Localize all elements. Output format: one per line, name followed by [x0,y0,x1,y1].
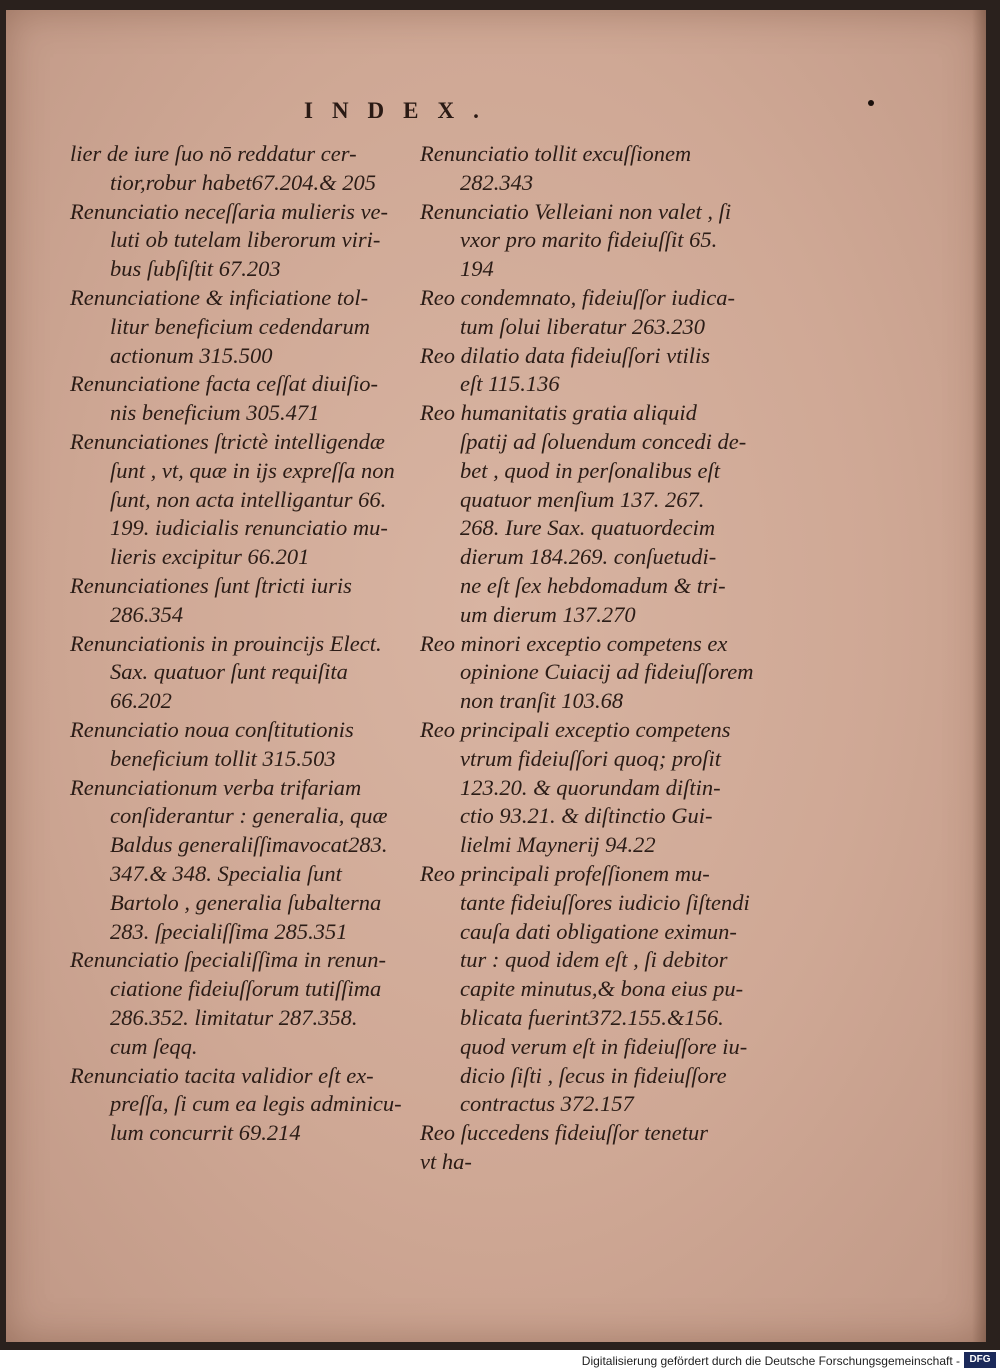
index-line: Renunciationes ſtrictè intelligendæ [70,428,385,454]
dfg-logo: DFG [964,1352,996,1368]
index-line: vt ha- [420,1148,472,1174]
index-line: ne eſt ſex hebdomadum & tri- [460,572,726,598]
index-line: litur beneficium cedendarum [110,313,370,339]
index-line: tante fideiuſſores iudicio ſiſtendi [460,889,750,915]
index-line: 347.& 348. Specialia ſunt [110,860,342,886]
index-line: Reo ſuccedens fideiuſſor tenetur [420,1120,709,1146]
footer-credit: Digitalisierung gefördert durch die Deutsche Forschungsgemeinschaft - [581,1354,960,1368]
index-line: Sax. quatuor ſunt requiſita [110,659,348,685]
index-line: Renunciationis in prouincijs Elect. [70,630,382,656]
index-line: vtrum fideiuſſori quoq; proſit [460,745,722,771]
index-line: ſunt, non acta intelligantur 66. [110,486,387,512]
index-column-right [420,140,760,1177]
index-line: 194 [460,256,494,282]
index-line: Renunciatio noua conſtitutionis [70,716,354,742]
index-line: Renunciatione facta ceſſat diuiſio- [70,371,379,397]
index-line: nis beneficium 305.471 [110,400,320,426]
index-line: Renunciatio tacita validior eſt ex- [70,1062,374,1088]
index-line: blicata fuerint372.155.&156. [460,1004,724,1030]
index-line: lieris excipitur 66.201 [110,544,310,570]
index-line: vxor pro marito fideiuſſit 65. [460,227,718,253]
index-line: actionum 315.500 [110,342,273,368]
index-line: Reo minori exceptio competens ex [420,630,728,656]
index-line: 66.202 [110,688,172,714]
index-line: quatuor menſium 137. 267. [460,486,705,512]
index-line: Renunciationes ſunt ſtricti iuris [70,572,352,598]
index-line: Reo humanitatis gratia aliquid [420,400,697,426]
index-line: 283. ſpecialiſſima 285.351 [110,918,348,944]
index-column-left [70,140,400,1148]
index-line: ctio 93.21. & diſtinctio Gui- [460,803,713,829]
index-line: Renunciatio neceſſaria mulieris ve- [70,198,389,224]
index-line: Renunciatione & inficiatione tol- [70,284,369,310]
index-line: ſunt , vt, quæ in ijs expreſſa non [110,457,395,483]
index-line: dierum 184.269. conſuetudi- [460,544,717,570]
index-line: eſt 115.136 [460,371,560,397]
index-line: Reo principali profeſſionem mu- [420,860,710,886]
index-line: capite minutus,& bona eius pu- [460,976,744,1002]
index-line: Renunciatio ſpecialiſſima in renun- [70,947,386,973]
index-line: Renunciationum verba trifariam [70,774,362,800]
page-edge-shadow [972,10,986,1342]
index-line: Reo condemnato, fideiuſſor iudica- [420,284,735,310]
index-line: contractus 372.157 [460,1091,634,1117]
index-line: Renunciatio Velleiani non valet , ſi [420,198,732,224]
index-line: 199. iudicialis renunciatio mu- [110,515,388,541]
index-line: lier de iure ſuo nō reddatur cer- [70,141,357,166]
index-line: bet , quod in perſonalibus eſt [460,457,720,483]
index-line: um dierum 137.270 [460,601,636,627]
index-line: beneficium tollit 315.503 [110,745,336,771]
index-line: luti ob tutelam liberorum viri- [110,227,381,253]
index-line: conſiderantur : generalia, quæ [110,803,388,829]
index-line: 286.354 [110,601,184,627]
index-line: tum ſolui liberatur 263.230 [460,313,706,339]
index-line: 268. Iure Sax. quatuordecim [460,515,716,541]
index-line: tior,robur habet67.204.& 205 [110,169,377,195]
index-line: tur : quod idem eſt , ſi debitor [460,947,728,973]
index-line: Renunciatio tollit excuſſionem [420,141,692,166]
index-line: quod verum eſt in fideiuſſore iu- [460,1033,748,1059]
index-line: Baldus generaliſſimavocat283. [110,832,388,858]
ink-spot [868,100,874,106]
index-line: bus ſubſiſtit 67.203 [110,256,281,282]
index-line: ciatione fideiuſſorum tutiſſima [110,976,382,1002]
index-line: Bartolo , generalia ſubalterna [110,889,382,915]
running-title: INDEX. [304,98,498,123]
index-line: 123.20. & quorundam diſtin- [460,774,721,800]
index-line: cum ſeqq. [110,1033,198,1059]
index-line: non tranſit 103.68 [460,688,624,714]
index-line: Reo dilatio data fideiuſſori vtilis [420,342,710,368]
index-line: 286.352. limitatur 287.358. [110,1004,358,1030]
index-line: Reo principali exceptio competens [420,716,731,742]
index-line: 282.343 [460,169,534,195]
index-line: lielmi Maynerij 94.22 [460,832,656,858]
index-line: ſpatij ad ſoluendum concedi de- [460,428,747,454]
index-line: lum concurrit 69.214 [110,1120,301,1146]
index-line: opinione Cuiacij ad fideiuſſorem [460,659,754,685]
index-line: cauſa dati obligatione eximun- [460,918,737,944]
index-line: preſſa, ſi cum ea legis adminicu- [110,1091,402,1117]
index-line: dicio ſiſti , ſecus in fideiuſſore [460,1062,727,1088]
